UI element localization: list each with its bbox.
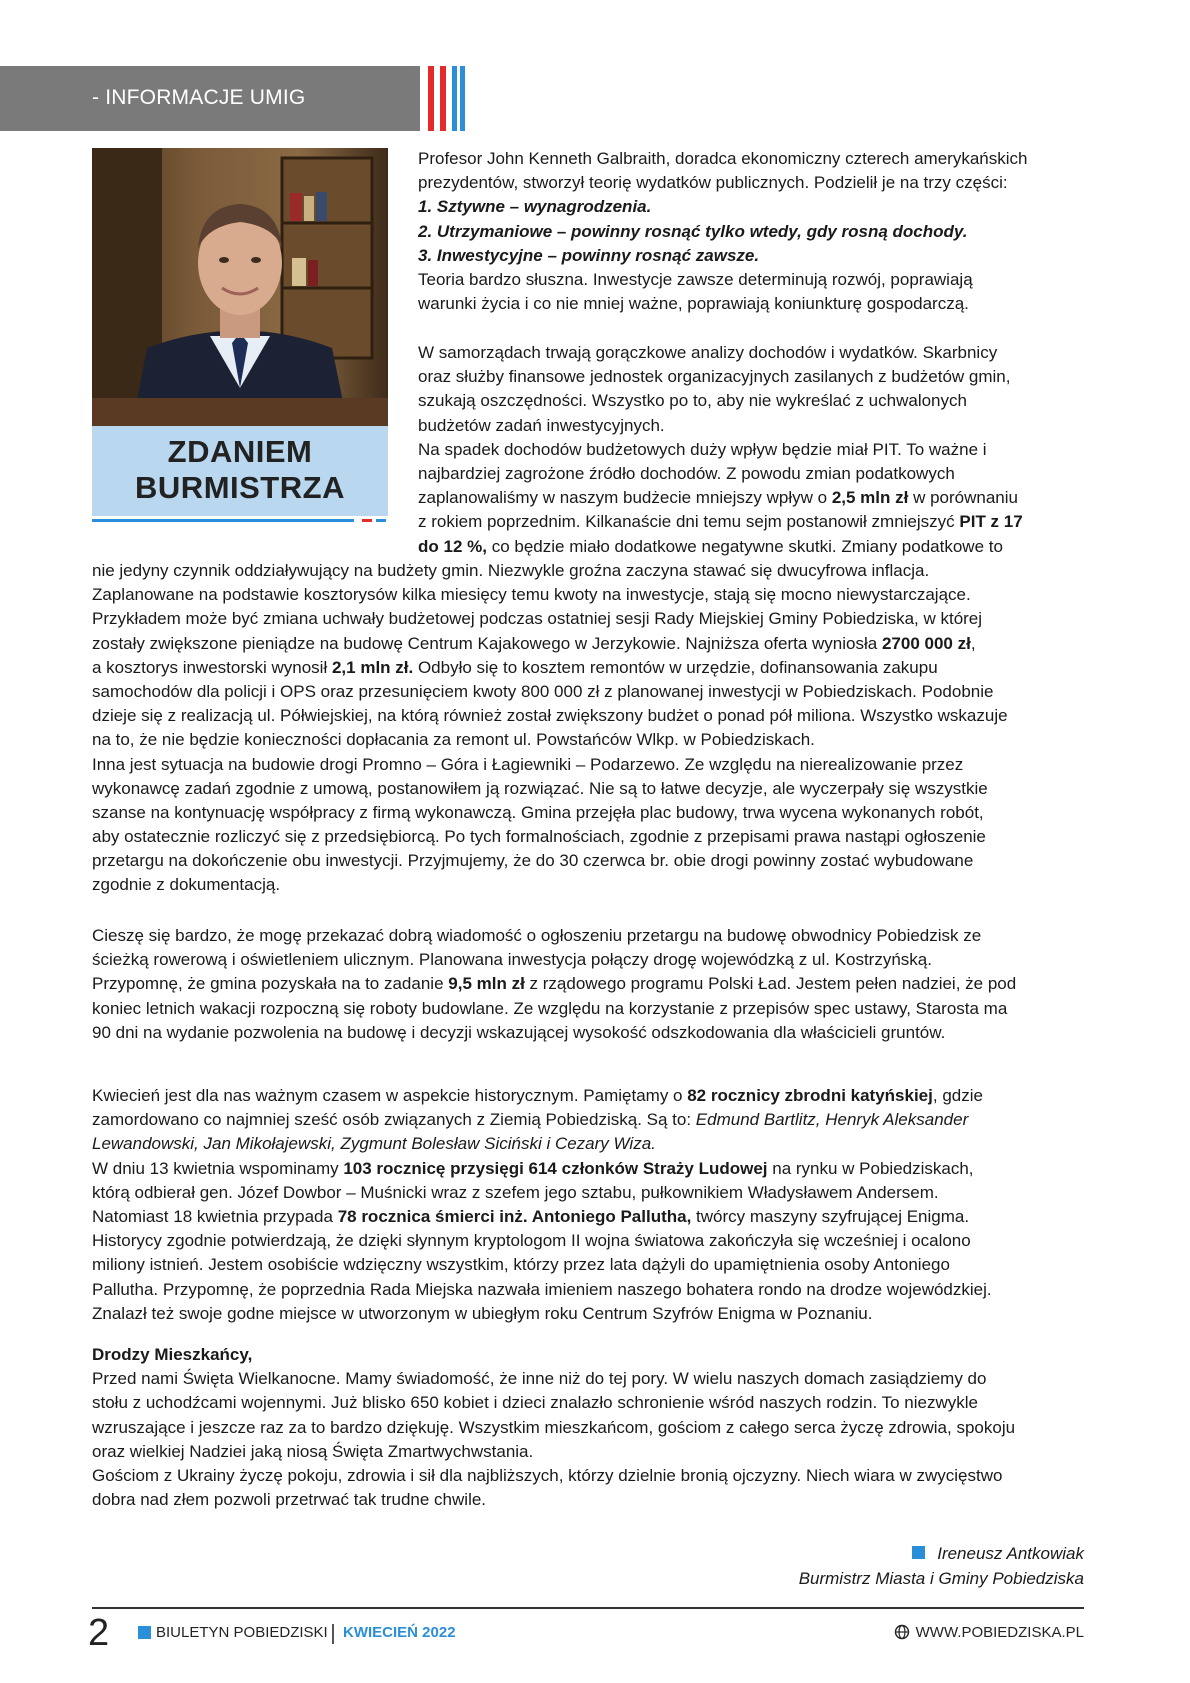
- publication-name: BIULETYN POBIEDZISKI: [156, 1624, 328, 1641]
- text-run: Przypomnę, że gmina pozyskała na to zadanie: [92, 974, 449, 994]
- text-run: Kwiecień jest dla nas ważnym czasem w aspekcie historycznym. Pamiętamy o: [92, 1086, 688, 1105]
- caption-underline-red: [362, 519, 372, 522]
- text-line: budżetów zadań inwestycyjnych.: [418, 415, 665, 435]
- footer-separator: [332, 1624, 334, 1644]
- text-run: ,: [970, 633, 976, 653]
- text-line: [92, 1205, 1084, 1229]
- text-line: Cieszę się bardzo, że mogę przekazać dobrą wiadomość o ogłoszeniu przetargu na budowę obwodnicy Pobiedzisk ze: [92, 926, 982, 945]
- text-line: warunki życia i co nie mniej ważne, poprawiają koniunkturę gospodarczą.: [418, 294, 969, 314]
- signature-name: Ireneusz Antkowiak: [937, 1544, 1084, 1563]
- victim-names: Lewandowski, Jan Mikołajewski, Zygmunt Bolesław Siciński i Cezary Wiza.: [92, 1134, 656, 1154]
- text-line: Teoria bardzo słuszna. Inwestycje zawsze determinują rozwój, poprawiają: [418, 269, 973, 289]
- issue-date: KWIECIEŃ 2022: [343, 1624, 456, 1641]
- text-run: co będzie miało dodatkowe negatywne skutki. Zmiany podatkowe to: [486, 536, 1003, 556]
- text-line: wzruszające i jeszcze raz za to bardzo dziękuję. Wszystkim mieszkańcom, gościom z całego serca życzę zdrowia, spokoju: [92, 1417, 1016, 1437]
- text-line: szanse na kontynuację współpracy z firmą wykonawczą. Gmina przejęła plac budowy, trwa wycena wykonanych robót,: [92, 802, 984, 822]
- text-line: Historycy zgodnie potwierdzają, że dzięki słynnym kryptologom II wojna światowa zakończyła się wcześniej i ocalono: [92, 1231, 971, 1251]
- highlight-tax: PIT z 17: [959, 512, 1023, 532]
- text-run: W dniu 13 kwietnia wspominamy: [92, 1158, 344, 1178]
- intro-paragraph: [418, 147, 1084, 316]
- text-line: [92, 972, 1084, 996]
- header-stripe-blue-1: [452, 66, 457, 131]
- highlight-amount: 2,5 mln zł: [831, 488, 909, 508]
- text-line: Pallutha. Przypomnę, że poprzednia Rada Miejska nazwała imieniem naszego bohatera rondo na drodze wojewódzkiej.: [92, 1279, 992, 1299]
- column-heading: [92, 434, 388, 506]
- text-line: zgodnie z dokumentacją.: [92, 875, 281, 895]
- text-line: stołu z uchodźcami wojennymi. Już blisko 650 kobiet i dzieci znalazło schronienie wśród naszych rodzin. To niezwykle: [92, 1393, 979, 1413]
- highlight-anniversary: 103 rocznicę przysięgi 614 członków Straży Ludowej: [343, 1158, 768, 1178]
- square-bullet-icon: [912, 1546, 925, 1559]
- text-line: aby ostatecznie rozliczyć się z przedsiębiorcą. Po tych formalnościach, zgodnie z przepisami prawa nastąpi ogłoszenie: [92, 827, 986, 847]
- square-bullet-icon: [138, 1626, 151, 1639]
- text-line: Na spadek dochodów budżetowych duży wpływ będzie miał PIT. To ważne i: [418, 439, 987, 459]
- bypass-paragraph: [92, 924, 1084, 1045]
- investments-paragraph: [92, 559, 1084, 898]
- text-line: koniec letnich wakacji rozpoczną się roboty budowlane. Ze względu na korzystanie z przepisów spec ustawy, Starosta ma: [92, 998, 1008, 1018]
- header-stripe-red-1: [428, 66, 434, 131]
- caption-underline: [92, 519, 354, 522]
- signature-role: Burmistrz Miasta i Gminy Pobiedziska: [798, 1569, 1084, 1588]
- budget-paragraph: [418, 341, 1084, 559]
- text-run: twórcy maszyny szyfrującej Enigma.: [691, 1206, 970, 1226]
- text-run: w porównaniu: [908, 488, 1018, 508]
- text-line: dzieje się z realizacją ul. Półwiejskiej, na którą również został zwiększony budżet o ponad pół miliona. Wszystko wskazuje: [92, 706, 1008, 726]
- text-line: Profesor John Kenneth Galbraith, doradca ekonomiczny czterech amerykańskich: [418, 149, 1028, 168]
- text-run: a kosztorys inwestorski wynosił: [92, 657, 332, 677]
- text-line: Gościom z Ukrainy życzę pokoju, zdrowia i sił dla najbliższych, którzy dzielnie bronią ojczyzny. Niech wiara w zwycięstwo: [92, 1465, 1003, 1485]
- theory-item-3: 3. Inwestycyjne – powinny rosnąć zawsze.: [418, 245, 760, 265]
- text-line: nie jedyny czynnik oddziaływujący na budżety gmin. Niezwykle groźna zaczyna stawać się dwucyfrowa inflacja.: [92, 561, 930, 580]
- text-line: oraz wielkiej Nadziei jaką niosą Święta Zmartwychwstania.: [92, 1441, 534, 1461]
- victim-names: Edmund Bartlitz, Henryk Aleksander: [695, 1110, 969, 1130]
- text-line: szukają oszczędności. Wszystko po to, aby nie wykreślać z uchwalonych: [418, 391, 967, 411]
- highlight-tax: do 12 %,: [418, 536, 487, 556]
- website-link[interactable]: [894, 1624, 1084, 1641]
- text-line: W samorządach trwają gorączkowe analizy dochodów i wydatków. Skarbnicy: [418, 343, 998, 362]
- text-line: Przed nami Święta Wielkanocne. Mamy świadomość, że inne niż do tej pory. W wielu naszych domach zasiądziemy do: [92, 1369, 987, 1389]
- text-line: Znalazł też swoje godne miejsce w utworzonym w ubiegłym roku Centrum Szyfrów Enigma w Poznaniu.: [92, 1303, 873, 1323]
- column-heading-line-1: ZDANIEM: [167, 434, 313, 469]
- text-line: przetargu na dokończenie obu inwestycji. Przyjmujemy, że do 30 czerwca br. obie drogi powinny zostać wybudowane: [92, 851, 974, 871]
- text-line: Zaplanowane na podstawie kosztorysów kilka miesięcy temu kwoty na inwestycje, stają się mocno niewystarczające.: [92, 585, 971, 605]
- text-line: [92, 1084, 1084, 1108]
- page-number: 2: [88, 1612, 110, 1654]
- section-title: - INFORMACJE UMIG: [92, 86, 306, 109]
- text-run: na rynku w Pobiedziskach,: [767, 1158, 974, 1178]
- text-line: [418, 486, 1084, 510]
- text-run: z rządowego programu Polski Ład. Jestem pełen nadziei, że pod: [524, 974, 1017, 994]
- text-line: [92, 1108, 1084, 1132]
- text-line: samochodów dla policji i OPS oraz przesunięciem kwoty 800 000 zł z planowanej inwestycji w Pobiedziskach. Podobnie: [92, 681, 994, 701]
- easter-greeting-paragraph: [92, 1343, 1084, 1512]
- text-line: [92, 1157, 1084, 1181]
- text-line: Inna jest sytuacja na budowie drogi Promno – Góra i Łagiewniki – Podarzewo. Ze względu na nierealizowanie przez: [92, 754, 964, 774]
- text-line: oraz służby finansowe jednostek organizacyjnych zasilanych z budżetów gmin,: [418, 367, 1011, 387]
- text-line: którą odbierał gen. Józef Dowbor – Muśnicki wraz z szefem jego sztabu, pułkownikiem Władysławem Andersem.: [92, 1182, 939, 1202]
- text-run: Odbyło się to kosztem remontów w urzędzie, dofinansowania zakupu: [413, 657, 938, 677]
- text-run: Natomiast 18 kwietnia przypada: [92, 1206, 338, 1226]
- text-run: zaplanowaliśmy w naszym budżecie mniejszy wpływ o: [418, 488, 832, 508]
- text-line: miliony istnień. Jestem osobiście wdzięczny wszystkim, którzy przez lata dążyli do upamiętnienia osoby Antoniego: [92, 1255, 950, 1275]
- history-paragraph: [92, 1084, 1084, 1326]
- text-line: wykonawcę zadań zgodnie z umową, postanowiłem ją rozwiązać. Nie są to łatwe decyzje, ale wyczerpały się wszystkie: [92, 778, 988, 798]
- mayor-portrait-photo: [92, 148, 388, 426]
- text-line: najbardziej zagrożone źródło dochodów. Z powodu zmian podatkowych: [418, 463, 955, 483]
- text-line: [418, 510, 1084, 534]
- globe-icon: [894, 1624, 910, 1640]
- highlight-amount: 9,5 mln zł: [448, 974, 525, 994]
- website-url[interactable]: WWW.POBIEDZISKA.PL: [915, 1624, 1084, 1641]
- column-heading-line-2: BURMISTRZA: [135, 470, 345, 505]
- highlight-anniversary: 82 rocznicy zbrodni katyńskiej: [687, 1086, 933, 1105]
- signature-name-row: [684, 1544, 1084, 1564]
- text-line: na to, że nie będzie konieczności dopłacania za remont ul. Powstańców Wlkp. w Pobiedziskach.: [92, 730, 815, 750]
- caption-underline-blue: [376, 519, 386, 522]
- text-run: zostały zwiększone pieniądze na budowę Centrum Kajakowego w Jerzykowie. Najniższa oferta wyniosła: [92, 633, 882, 653]
- text-line: 90 dni na wydanie pozwolenia na budowę i decyzji wskazującej wysokość odszkodowania dla właścicieli gruntów.: [92, 1022, 946, 1042]
- text-line: ścieżką rowerową i oświetleniem ulicznym. Planowana inwestycja połączy drogę wojewódzką z ul. Kostrzyńską.: [92, 950, 932, 970]
- header-stripe-blue-2: [460, 66, 465, 131]
- text-line: prezydentów, stworzył teorię wydatków publicznych. Podzielił je na trzy części:: [418, 173, 1008, 193]
- highlight-amount: 2,1 mln zł.: [331, 657, 414, 677]
- text-run: zamordowano co najmniej sześć osób związanych z Ziemią Pobiedziską. Są to:: [92, 1110, 696, 1130]
- text-line: [92, 656, 1084, 680]
- text-run: , gdzie: [932, 1086, 983, 1105]
- text-line: [418, 535, 1084, 559]
- highlight-amount: 2700 000 zł: [881, 633, 971, 653]
- theory-item-2: 2. Utrzymaniowe – powinny rosnąć tylko wtedy, gdy rosną dochody.: [418, 221, 968, 241]
- text-line: Przykładem może być zmiana uchwały budżetowej podczas ostatniej sesji Rady Miejskiej Gminy Pobiedziska, w której: [92, 609, 983, 629]
- highlight-anniversary: 78 rocznica śmierci inż. Antoniego Pallutha,: [337, 1206, 692, 1226]
- text-line: dobra nad złem pozwoli przetrwać tak trudne chwile.: [92, 1490, 487, 1510]
- theory-item-1: 1. Sztywne – wynagrodzenia.: [418, 197, 652, 217]
- text-run: z rokiem poprzednim. Kilkanaście dni temu sejm postanowił zmniejszyć: [418, 512, 960, 532]
- greeting-heading: Drodzy Mieszkańcy,: [92, 1345, 253, 1364]
- header-stripe-red-2: [440, 66, 446, 131]
- footer-divider: [92, 1607, 1084, 1609]
- text-line: [92, 632, 1084, 656]
